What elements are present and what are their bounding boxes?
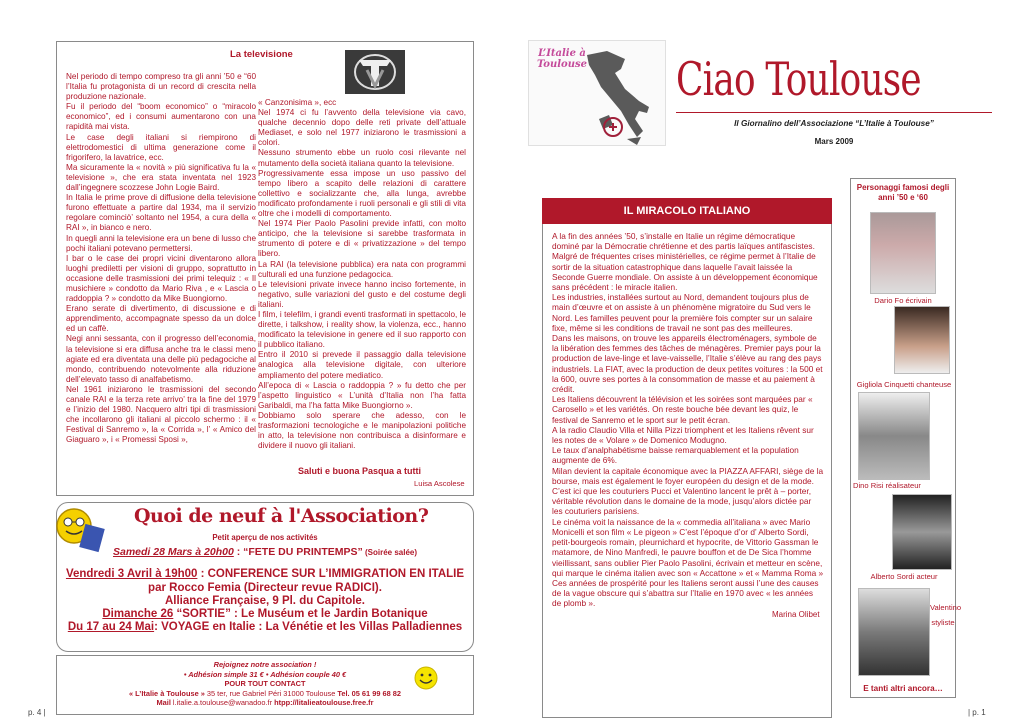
tv-col1-paragraph: Ma sicuramente la « novità » più significativa fu la « televisione », che era stata inventata nel 1923 dall’ingegnere scozzese John Logie Baird. [66, 162, 256, 193]
mail-label: Mail [156, 698, 171, 708]
assoc-website[interactable]: htpp://litalieatoulouse.free.fr [274, 698, 374, 708]
tv-col2-paragraph: Progressivamente essa impose un uso passivo del tempo libero a scapito delle relazioni di carattere collettivo e socializzante che, alla lunga, avrebbe modificato profondamente i ruoli personali e gli stili di vita oltre che i modelli di comportamento. [258, 168, 466, 219]
event-2-date: Vendredi 3 Avril à 19h00 [65, 568, 198, 580]
event-2-speaker: par Rocco Femia (Directeur revue RADICI). [148, 582, 382, 594]
caption-dino-risi: Dino Risi réalisateur [853, 481, 921, 490]
caption-dario-fo: Dario Fo écrivain [874, 296, 932, 305]
newsletter-subtitle: Il Giornalino dell’Associazione “L’Italie à Toulouse” [734, 119, 934, 128]
tv-col1-paragraph: Nel periodo di tempo compreso tra gli anni ’50 e “60 l’Italia fu protagonista di un record di crescita nella produzione nazionale. [66, 72, 256, 102]
event-4-date: Du 17 au 24 Mai [67, 621, 155, 633]
tv-col1-paragraph: Le case degli italiani si riempirono di elettrodomestici di ultima generazione come il frigorifero, la lavatrice, ecc. [66, 132, 256, 162]
join-line-3: POUR TOUT CONTACT [224, 679, 306, 689]
tv-col2-paragraph: La RAI (la televisione pubblica) era nata con programmi culturali ed una funzione pedagocica. [258, 259, 466, 279]
tv-author: Luisa Ascolese [414, 479, 465, 488]
assoc-address: 35 ter, rue Gabriel Péri 31000 Toulouse [204, 688, 338, 698]
tv-col2-paragraph: Dobbiamo solo sperare che adesso, con le trasformazioni tecnologiche e le manipolazioni politiche in atto, la televisione non contribuisca a disinformare e dividere il nuovo gli italiani. [258, 410, 466, 451]
tv-col2-paragraph: Nel 1974 ci fu l’avvento della televisione via cavo, qualche decennio dopo delle reti private dell’attuale Mediaset, e solo nel 1977 iniziarono le trasmissioni a colori. [258, 108, 466, 148]
masthead-title: Ciao Toulouse [676, 52, 921, 106]
miracolo-paragraph: Le taux d’analphabétisme baisse remarquablement et la population augmente de 6%. [552, 445, 799, 466]
miracolo-paragraph: Le cinéma voit la naissance de la « commedia all’italiana » avec Mario Monicelli et son film « Le pigeon » C’est l’époque d’or d’ Alberto Sordi, petit-bourgeois romain, pleurnichard et hypocrite, de Vittorio Gassman le matamore, de Nino Manfredi, le pauvre bouffon et de De Sica l’homme vieillissant, sans oublier Pier Paolo Pasolini, écrivain et metteur en scène, qui marque le cinéma italien avec son « Accattone » et « Mamma Roma » [552, 516, 824, 578]
masthead-rule [676, 112, 992, 113]
caption-gigliola-cinquetti: Gigliola Cinquetti chanteuse [856, 380, 952, 389]
tv-article-column-1 [66, 72, 256, 445]
assoc-phone: Tel. 05 61 99 68 82 [337, 688, 401, 698]
association-subtitle: Petit aperçu de nos activités [212, 533, 318, 542]
photo-gigliola-cinquetti [894, 306, 950, 374]
assoc-email[interactable]: l.italie.a.toulouse@wanadoo.fr [170, 698, 275, 708]
caption-alberto-sordi: Alberto Sordi acteur [870, 572, 938, 581]
page-number-right: | p. 1 [968, 708, 986, 717]
tv-greeting: Saluti e buona Pasqua a tutti [298, 466, 422, 476]
event-1-date: Samedi 28 Mars à 20h00 [112, 546, 234, 558]
join-line-2: • Adhésion simple 31 € • Adhésion couple 40 € [183, 669, 347, 679]
event-2-venue: Alliance Française, 9 Pl. du Capitole. [164, 595, 366, 607]
tv-col1-paragraph: Erano serate di divertimento, di discussione e di apprendimento, accompagnate spesso da un dolce ed un caffè. [66, 304, 256, 334]
tv-col2-paragraph: Nel 1974 Pier Paolo Pasolini previde infatti, con molto anticipo, che la televisione si sarebbe trasformata in strumento di potere e di « privatizzazione » del tempo libero. [258, 219, 466, 259]
photo-alberto-sordi [892, 494, 952, 570]
miracolo-title: IL MIRACOLO ITALIANO [542, 198, 832, 224]
photo-dino-risi [858, 392, 930, 480]
event-3-date: Dimanche 26 [102, 608, 174, 620]
tv-col1-paragraph: Fu il periodo del “boom economico” o “miracolo economico”, ed i consumi aumentarono con una rapidità mai vista. [66, 102, 256, 132]
photo-valentino [858, 588, 930, 676]
event-1-note: (Soirée salée) [362, 548, 417, 557]
join-contact-text [56, 660, 474, 708]
miracolo-author: Marina Olibet [772, 610, 820, 619]
miracolo-paragraph: Dans les maisons, on trouve les appareils électroménagers, symbole de la libération des femmes des tâches de ménagères. Premier pays pour la production de lave-linge et lave-vaisselle, l’Italie s’élève au rang des pays industriels. La FIAT, avec la production de deux petites voitures : la 500 et la 600, ouvre ses portes à la consommation de masse et au paiement à crédit. [552, 333, 823, 395]
join-line-1: Rejoignez notre association ! [213, 660, 317, 669]
personaggi-footer: E tanti altri ancora… [863, 684, 943, 693]
event-4 [56, 620, 474, 634]
event-1 [56, 545, 474, 560]
miracolo-paragraph: Milan devient la capitale économique avec la PIAZZA AFFARI, siège de la bourse, mais est également le foyer européen du design et de la mode. C’est ici que les couturiers Pucci et Valentino lancent le prêt à – porter, véritable révolution dans le domaine de la mode, jusqu’alors dictée par les couturiers parisiens. [552, 465, 824, 517]
tv-col1-paragraph: I bar o le case dei propri vicini diventarono allora luoghi prediletti per visioni di gruppo, soprattutto in occasione delle trasmissioni dei primi telequiz : « Il musichiere » condotto da Mario Riva , e « Lascia o raddoppia ? » condotto da Mike Buongiorno. [66, 253, 256, 304]
tv-col1-paragraph: Negi anni sessanta, con il progresso dell’economia, la televisione si era diffusa anche tra le classi meno agiate ed era diventata una delle più pedagociche al mondo, contribuendo notevolmente alla riduzione dell’elevato tasso di analfabetismo. [66, 334, 256, 384]
logo-text: L’Italie à Toulouse [537, 48, 587, 70]
tv-col1-paragraph: Nel 1961 iniziarono le trasmissioni del secondo canale RAI e la terza rete arrivo’ tra la fine del 1979 e l’inizio del 1980. Nacquero altri tipi di trasmissioni che incollarono gli italiani al piccolo schermo : il « Festival di Sanremo », la « Corrida », l’ « Amico del Giaguaro », i « Promessi Sposi », [66, 384, 256, 445]
assoc-name: « L’Italie à Toulouse » [129, 688, 205, 698]
tv-col2-paragraph: Entro il 2010 si prevede il passaggio dalla televisione analogica alla televisione digitale, con ulteriore ampliamento del potere mediatico. [258, 350, 466, 380]
tv-col2-paragraph: I film, i telefilm, i grandi eventi trasformati in spettacolo, le dirette, i talkshow, i reality show, la violenza, ecc., hanno modificato la televisione in genere ed il suo rapporto con il pubblico italiano. [258, 309, 466, 350]
tv-article-column-2 [258, 98, 466, 451]
miracolo-paragraph: Ces années de prospérité pour les Italiens seront aussi l’une des causes de la vague obscure qui s’abattra sur l’Italie en 1970 avec « les années de plomb ». [552, 577, 819, 609]
newsletter-date: Mars 2009 [814, 137, 854, 146]
association-title: Quoi de neuf à l'Association? [134, 505, 429, 527]
event-2 [56, 567, 474, 581]
personaggi-title: Personaggi famosi degli anni ’50 e ‘60 [856, 183, 950, 202]
miracolo-paragraph: A la fin des années ’50, s’installe en Italie un régime démocratique dominé par la Démocratie chrétienne et des partis laïques antifascistes. Malgré de fréquentes crises ministérielles, ce régime permet à l’Italie de sortir de la situation catastrophique dans laquelle l’avait laissée la Seconde Guerre mondiale. On assiste à un développement économique sans précédent : le miracle italien. [552, 231, 818, 293]
tv-col1-paragraph: In quegli anni la televisione era un bene di lusso che pochi italiani potevano permettersi. [66, 233, 256, 253]
rai-tv-logo-icon [345, 50, 405, 94]
tv-col2-paragraph: Nessuno strumento ebbe un ruolo cosi rilevante nel mutamento della società italiana quanto la televisione. [258, 148, 466, 168]
event-3 [56, 607, 474, 621]
event-1-text: : “FETE DU PRINTEMPS” [233, 546, 363, 558]
miracolo-body [552, 231, 824, 609]
tv-col2-paragraph: Le televisioni private invece hanno inciso fortemente, in negativo, sulle variazioni del gusto e del costume degli italiani. [258, 279, 466, 309]
event-2-text: : CONFERENCE SUR L’IMMIGRATION EN ITALIE [197, 568, 465, 580]
event-4-text: : VOYAGE en Italie : La Vénétie et les Villas Palladiennes [154, 621, 463, 633]
tv-col1-paragraph: In Italia le prime prove di diffusione della televisione furono effettuate a partire dal 1934, ma il servizio regolare cominciò’ soltanto nel 1954, a cura della « RAI », in bianco e nero. [66, 193, 256, 233]
smiley-icon [414, 666, 438, 690]
event-3-text: “SORTIE” : Le Muséum et le Jardin Botanique [173, 608, 428, 620]
miracolo-paragraph: Les Italiens découvrent la télévision et les soirées sont marquées par « Carosello » et les variétés. On reste bouche bée devant les quiz, le festival de Sanremo et le sport sur le petit écran. [552, 394, 813, 425]
miracolo-paragraph: A la radio Claudio Villa et Nilla Pizzi triomphent et les Italiens rêvent sur les notes de « Volare » de Domenico Modugno. [552, 424, 814, 446]
miracolo-paragraph: Les industries, installées surtout au Nord, demandent toujours plus de main d’œuvre et on assiste à un phénomène migratoire du Sud vers le Nord. Les familles peuvent pour la première fois compter sur un salaire fixe, même si les conditions de travail ne sont pas des meilleures. [552, 292, 813, 333]
photo-dario-fo [870, 212, 936, 294]
tv-col2-paragraph: « Canzonisima », ecc [258, 98, 337, 107]
tv-article-title: La televisione [230, 49, 293, 60]
page-number-left: p. 4 | [28, 708, 46, 717]
tv-col2-paragraph: All’epoca di « Lascia o raddoppia ? » fu detto che per l’aspetto linguistico « L’unità d’Italia non l’ha fatta Garibaldi, ma l’ha fatta Mike Buongiorno ». [258, 380, 466, 410]
caption-valentino: Valentino stylistе [930, 603, 962, 627]
